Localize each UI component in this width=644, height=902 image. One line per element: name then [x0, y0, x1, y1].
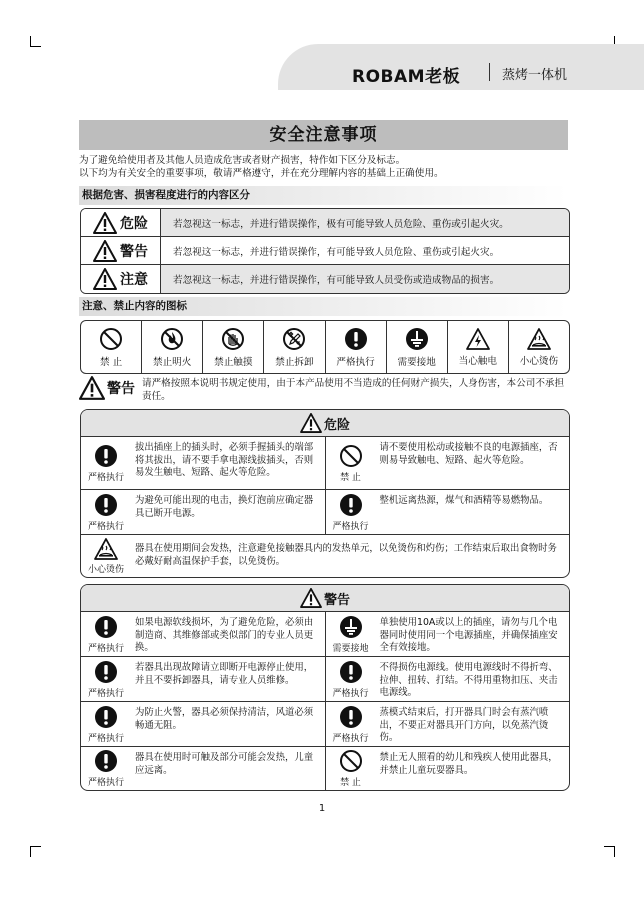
panel-item-label: 严格执行	[332, 521, 369, 532]
panel-item-text: 为防止火警，器具必须保持清洁，风道必须畅通无阻。	[135, 707, 314, 731]
panel-item-label: 严格执行	[332, 733, 369, 744]
panel-item-text: 整机远离热源，煤气和酒精等易燃物品。	[379, 495, 549, 506]
warning-triangle-icon	[79, 376, 105, 400]
intro-line: 以下均为有关安全的重要事项，敬请严格遵守，并在充分理解内容的基础上正确使用。	[79, 168, 444, 179]
panel-item	[325, 612, 570, 656]
icon-legend-label: 禁止明火	[153, 356, 192, 368]
section-heading-hazard-levels: 根据危害、损害程度进行的内容区分	[79, 186, 568, 205]
panel-item-label: 严格执行	[87, 688, 124, 699]
panel-item	[81, 490, 325, 534]
mandatory-icon	[94, 444, 118, 468]
hot-surface-icon	[527, 328, 551, 350]
panel-item-label: 需要接地	[332, 643, 369, 654]
crop-mark-top-left	[30, 36, 41, 47]
page-title: 安全注意事项	[79, 120, 568, 150]
panel-row	[81, 747, 569, 790]
icon-legend-label: 当心触电	[458, 355, 497, 367]
panel-item	[325, 490, 570, 534]
icon-legend-label: 禁止拆卸	[275, 356, 314, 368]
panel-item	[81, 657, 325, 701]
panel-row	[81, 535, 569, 577]
panel-item-label: 严格执行	[87, 778, 124, 788]
panel-item-label: 严格执行	[87, 472, 124, 483]
warning-triangle-icon	[300, 413, 322, 433]
icon-legend	[80, 320, 570, 374]
icon-legend-label: 禁止触摸	[214, 356, 253, 368]
hazard-level-label: 警告	[120, 243, 148, 260]
header-divider	[489, 63, 490, 81]
panel-row	[81, 437, 569, 490]
danger-panel-title: 危险	[323, 417, 350, 433]
panel-item-text: 器具在使用时可触及部分可能会发热，儿童应远离。	[135, 752, 314, 776]
icon-legend-label: 小心烫伤	[519, 355, 559, 367]
warning-panel-title: 警告	[323, 592, 350, 608]
hazard-level-label: 危险	[120, 215, 148, 232]
panel-item-text: 拔出插座上的插头时，必须手握插头的端部将其拔出，请不要手拿电源线拔插头，否则易发生触电、短路、起火等危险。	[135, 442, 314, 479]
hazard-level-desc: 若忽视这一标志，并进行错误操作，有可能导致人员危险、重伤或引起火灾。	[173, 246, 500, 258]
crop-mark-bottom-left	[30, 846, 41, 857]
hazard-level-row	[81, 209, 569, 237]
ground-icon	[405, 327, 429, 351]
crop-mark-bottom-right	[604, 846, 615, 857]
panel-row	[81, 612, 569, 657]
intro-line: 为了避免给使用者及其他人员造成危害或者财产损害，特作如下区分及标志。	[79, 155, 406, 166]
prohibited-icon	[339, 444, 363, 468]
mandatory-icon	[94, 493, 118, 517]
icon-legend-item	[81, 321, 142, 373]
prohibited-icon	[99, 327, 123, 351]
warning-note	[79, 376, 569, 402]
mandatory-icon	[94, 660, 118, 684]
icon-legend-item	[264, 321, 325, 373]
panel-item-label: 严格执行	[87, 521, 124, 532]
panel-item-text: 器具在使用期间会发热，注意避免接触器具内的发热单元，以免烫伤和灼伤；工作结束后取出食物时务必戴好耐高温保护手套，以免烫伤。	[135, 543, 557, 567]
panel-row	[81, 657, 569, 702]
hazard-level-desc: 若忽视这一标志，并进行错误操作，极有可能导致人员危险、重伤或引起火灾。	[173, 218, 509, 230]
hot-surface-icon	[94, 538, 118, 560]
danger-panel	[80, 409, 570, 578]
panel-item	[325, 702, 570, 746]
panel-item	[81, 747, 325, 790]
mandatory-icon	[344, 327, 368, 351]
panel-item-text: 请不要使用松动或接触不良的电源插座，否则易导致触电、短路、起火等危险。	[379, 442, 558, 466]
panel-item-text: 禁止无人照看的幼儿和残疾人使用此器具，并禁止儿童玩耍器具。	[379, 752, 558, 776]
mandatory-icon	[339, 705, 363, 729]
brand-logo: ROBAM老板	[352, 67, 461, 87]
panel-item-text: 为避免可能出现的电击，换灯泡前应确定器具已断开电源。	[135, 495, 314, 519]
icon-legend-item	[326, 321, 387, 373]
icon-legend-item	[448, 321, 509, 373]
warning-triangle-icon	[93, 240, 117, 262]
panel-item-label: 禁 止	[340, 472, 361, 483]
warning-note-label: 警告	[107, 381, 135, 397]
icon-legend-item	[509, 321, 569, 373]
intro-text	[79, 154, 444, 180]
header-band	[278, 44, 644, 90]
product-name: 蒸烤一体机	[502, 68, 568, 83]
no-open-flame-icon	[160, 327, 184, 351]
panel-item	[81, 437, 325, 489]
panel-item	[81, 702, 325, 746]
panel-item-label: 严格执行	[87, 643, 124, 654]
icon-legend-label: 禁 止	[99, 356, 123, 368]
section-heading-icons: 注意、禁止内容的图标	[79, 297, 568, 316]
panel-item	[81, 535, 569, 577]
panel-item	[81, 612, 325, 656]
icon-legend-item	[387, 321, 448, 373]
page-number: 1	[318, 803, 326, 814]
panel-item-label: 禁 止	[340, 778, 361, 788]
warning-triangle-icon	[93, 268, 117, 290]
warning-note-text: 请严格按照本说明书规定使用，由于本产品使用不当造成的任何财产损失，人身伤害，本公司不承担责任。	[142, 378, 565, 402]
warning-triangle-icon	[93, 212, 117, 234]
panel-item-label: 小心烫伤	[87, 564, 124, 575]
panel-item-text: 单独使用10A或以上的插座，请勿与几个电器同时使用同一个电源插座，并确保插座安全有效接地。	[379, 617, 558, 654]
prohibited-icon	[339, 749, 363, 773]
warning-panel	[80, 584, 570, 791]
icon-legend-label: 严格执行	[336, 356, 375, 368]
icon-legend-item	[142, 321, 203, 373]
warning-triangle-icon	[300, 588, 322, 608]
panel-row	[81, 702, 569, 747]
mandatory-icon	[339, 660, 363, 684]
no-disassembly-icon	[282, 327, 306, 351]
hazard-level-label: 注意	[120, 272, 148, 288]
icon-legend-item	[203, 321, 264, 373]
mandatory-icon	[94, 705, 118, 729]
panel-item	[325, 747, 570, 790]
hazard-level-desc: 若忽视这一标志，并进行错误操作，有可能导致人员受伤或造成物品的损害。	[173, 275, 500, 286]
panel-item-label: 严格执行	[87, 733, 124, 744]
panel-item-text: 若器具出现故障请立即断开电源停止使用，并且不要拆卸器具，请专业人员维修。	[135, 662, 314, 686]
panel-item	[325, 657, 570, 701]
mandatory-icon	[339, 493, 363, 517]
panel-row	[81, 490, 569, 535]
panel-item-text: 蒸模式结束后，打开器具门时会有蒸汽喷出，不要正对器具开门方向，以免蒸汽烫伤。	[379, 707, 549, 744]
panel-item-text: 不得损伤电源线。使用电源线时不得折弯、拉伸、扭转、打结。不得用重物扣压、夹击电源线。	[379, 662, 558, 699]
ground-icon	[339, 615, 363, 639]
panel-item-text: 如果电源软线损坏，为了避免危险，必须由制造商、其维修部或类似部门的专业人员更换。	[135, 617, 314, 654]
icon-legend-label: 需要接地	[397, 356, 436, 368]
panel-item	[325, 437, 570, 489]
no-touch-icon	[221, 327, 245, 351]
mandatory-icon	[94, 615, 118, 639]
hazard-level-row	[81, 237, 569, 265]
panel-item-label: 严格执行	[332, 688, 369, 699]
hazard-levels-table	[80, 208, 570, 294]
mandatory-icon	[94, 749, 118, 773]
hazard-level-row	[81, 265, 569, 293]
electric-shock-icon	[466, 328, 490, 350]
